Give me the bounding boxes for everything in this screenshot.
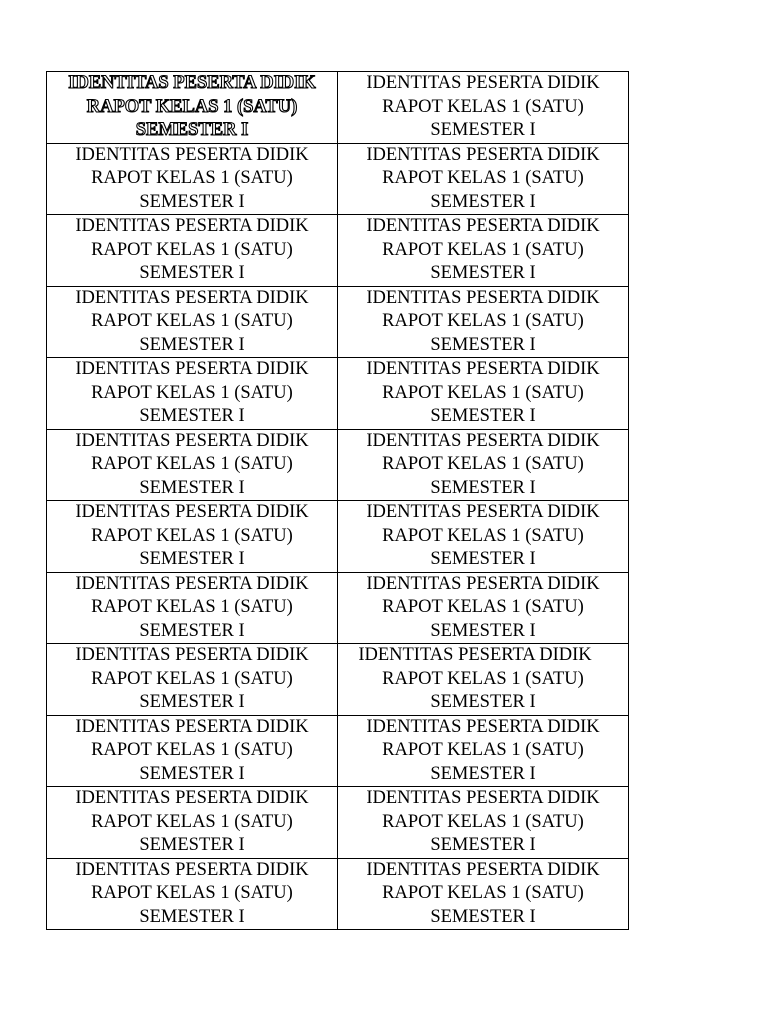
- label-cell-left: [47, 429, 338, 501]
- label-heading-line: IDENTITAS PESERTA DIDIK: [358, 645, 592, 665]
- label-cell-left: [47, 501, 338, 573]
- label-text-block: [338, 716, 628, 787]
- label-heading-line: IDENTITAS PESERTA DIDIK: [366, 144, 600, 165]
- label-cell-right: [338, 572, 629, 644]
- label-class-line: RAPOT KELAS 1 (SATU): [91, 311, 293, 331]
- label-text-block: [338, 430, 628, 501]
- label-row: [47, 72, 629, 144]
- label-heading-line: IDENTITAS PESERTA DIDIK: [75, 287, 309, 308]
- label-heading-line: IDENTITAS PESERTA DIDIK: [366, 573, 600, 594]
- label-class-line: RAPOT KELAS 1 (SATU): [91, 597, 293, 617]
- label-semester-line: SEMESTER I: [430, 763, 536, 784]
- label-text-block: [338, 859, 628, 930]
- label-heading-line: IDENTITAS PESERTA DIDIK: [75, 359, 309, 379]
- label-cell-left: [47, 644, 338, 716]
- label-cell-right: [338, 429, 629, 501]
- label-cell-left: [47, 858, 338, 930]
- label-semester-line: SEMESTER I: [139, 191, 245, 212]
- label-cell-left: [47, 215, 338, 287]
- label-text-block: [47, 358, 337, 429]
- label-text-block: [338, 501, 628, 572]
- label-row: [47, 572, 629, 644]
- label-class-line: RAPOT KELAS 1 (SATU): [382, 96, 584, 117]
- label-heading-line: IDENTITAS PESERTA DIDIK: [366, 716, 600, 737]
- label-class-line: RAPOT KELAS 1 (SATU): [91, 740, 293, 760]
- label-class-line: RAPOT KELAS 1 (SATU): [91, 168, 293, 188]
- label-semester-line: SEMESTER I: [430, 334, 536, 355]
- label-text-block: [47, 573, 337, 644]
- label-cell-right: [338, 644, 629, 716]
- label-row: [47, 787, 629, 859]
- label-semester-line: SEMESTER I: [139, 906, 245, 927]
- label-semester-line: SEMESTER I: [139, 406, 245, 426]
- label-row: [47, 286, 629, 358]
- label-row: [47, 715, 629, 787]
- label-text-block: [338, 72, 628, 143]
- label-class-line: RAPOT KELAS 1 (SATU): [91, 525, 293, 546]
- label-semester-line: SEMESTER I: [430, 477, 536, 498]
- label-row: [47, 215, 629, 287]
- label-row: [47, 858, 629, 930]
- label-text-block: [338, 787, 628, 858]
- label-text-block: [338, 287, 628, 358]
- label-semester-line: SEMESTER I: [139, 620, 245, 641]
- label-cell-left: [47, 72, 338, 144]
- label-class-line: RAPOT KELAS 1 (SATU): [91, 239, 293, 260]
- label-heading-line: IDENTITAS PESERTA DIDIK: [366, 859, 600, 880]
- label-text-block: [47, 287, 337, 358]
- label-semester-line: SEMESTER I: [139, 692, 245, 712]
- label-heading-line: IDENTITAS PESERTA DIDIK: [366, 359, 600, 379]
- label-text-block: [47, 215, 337, 286]
- label-cell-right: [338, 215, 629, 287]
- label-semester-line: SEMESTER I: [139, 477, 245, 498]
- label-row: [47, 358, 629, 430]
- label-class-line: RAPOT KELAS 1 (SATU): [382, 454, 584, 474]
- label-row: [47, 143, 629, 215]
- label-text-block: [338, 215, 628, 286]
- label-class-line: RAPOT KELAS 1 (SATU): [382, 311, 584, 331]
- label-text-block: [47, 501, 337, 572]
- label-row: [47, 429, 629, 501]
- label-heading-line: IDENTITAS PESERTA DIDIK: [366, 788, 600, 808]
- label-text-block: [47, 787, 337, 858]
- label-semester-line: SEMESTER I: [139, 549, 245, 569]
- label-class-line: RAPOT KELAS 1 (SATU): [91, 668, 293, 689]
- label-heading-line: IDENTITAS PESERTA DIDIK: [366, 287, 600, 308]
- label-text-block: [47, 430, 337, 501]
- label-cell-left: [47, 358, 338, 430]
- label-text-block: [47, 72, 337, 143]
- label-semester-line: SEMESTER I: [430, 406, 536, 426]
- label-cell-left: [47, 143, 338, 215]
- label-cell-right: [338, 715, 629, 787]
- label-class-line: RAPOT KELAS 1 (SATU): [86, 96, 298, 117]
- label-heading-line: IDENTITAS PESERTA DIDIK: [366, 502, 600, 522]
- label-heading-line: IDENTITAS PESERTA DIDIK: [75, 788, 309, 808]
- label-class-line: RAPOT KELAS 1 (SATU): [91, 454, 293, 474]
- label-cell-left: [47, 715, 338, 787]
- label-row: [47, 501, 629, 573]
- label-heading-line: IDENTITAS PESERTA DIDIK: [75, 859, 309, 880]
- label-heading-line: IDENTITAS PESERTA DIDIK: [75, 645, 309, 665]
- label-semester-line: SEMESTER I: [139, 835, 245, 855]
- label-text-block: [338, 573, 628, 644]
- label-class-line: RAPOT KELAS 1 (SATU): [91, 382, 293, 403]
- label-text-block: [47, 716, 337, 787]
- label-text-block: [338, 358, 628, 429]
- label-cell-right: [338, 787, 629, 859]
- label-heading-line: IDENTITAS PESERTA DIDIK: [75, 716, 309, 737]
- label-semester-line: SEMESTER I: [139, 263, 245, 283]
- label-cell-right: [338, 72, 629, 144]
- label-class-line: RAPOT KELAS 1 (SATU): [382, 382, 584, 403]
- label-cell-left: [47, 572, 338, 644]
- label-class-line: RAPOT KELAS 1 (SATU): [91, 883, 293, 903]
- label-text-block: [47, 144, 337, 215]
- label-cell-right: [338, 501, 629, 573]
- label-semester-line: SEMESTER I: [135, 120, 249, 140]
- label-heading-line: IDENTITAS PESERTA DIDIK: [366, 430, 600, 451]
- label-text-block: [338, 644, 628, 715]
- label-class-line: RAPOT KELAS 1 (SATU): [382, 883, 584, 903]
- label-semester-line: SEMESTER I: [430, 835, 536, 855]
- label-class-line: RAPOT KELAS 1 (SATU): [382, 239, 584, 260]
- label-text-block: [47, 859, 337, 930]
- label-text-block: [338, 144, 628, 215]
- label-heading-line: IDENTITAS PESERTA DIDIK: [75, 430, 309, 451]
- label-text-block: [47, 644, 337, 715]
- label-heading-line: IDENTITAS PESERTA DIDIK: [75, 502, 309, 522]
- label-heading-line: IDENTITAS PESERTA DIDIK: [75, 573, 309, 594]
- label-semester-line: SEMESTER I: [139, 334, 245, 355]
- label-semester-line: SEMESTER I: [430, 906, 536, 927]
- label-class-line: RAPOT KELAS 1 (SATU): [91, 811, 293, 832]
- label-heading-line: IDENTITAS PESERTA DIDIK: [75, 216, 309, 236]
- label-semester-line: SEMESTER I: [430, 263, 536, 283]
- label-class-line: RAPOT KELAS 1 (SATU): [382, 597, 584, 617]
- label-cell-right: [338, 358, 629, 430]
- label-semester-line: SEMESTER I: [430, 620, 536, 641]
- label-table-body: [47, 72, 629, 930]
- label-heading-line: IDENTITAS PESERTA DIDIK: [366, 73, 600, 93]
- label-semester-line: SEMESTER I: [430, 692, 536, 712]
- label-semester-line: SEMESTER I: [139, 763, 245, 784]
- label-semester-line: SEMESTER I: [430, 191, 536, 212]
- label-class-line: RAPOT KELAS 1 (SATU): [382, 811, 584, 832]
- label-table: [46, 71, 629, 930]
- label-semester-line: SEMESTER I: [430, 120, 536, 140]
- label-heading-line: IDENTITAS PESERTA DIDIK: [366, 216, 600, 236]
- label-row: [47, 644, 629, 716]
- label-cell-right: [338, 143, 629, 215]
- label-cell-left: [47, 286, 338, 358]
- label-class-line: RAPOT KELAS 1 (SATU): [382, 668, 584, 689]
- label-heading-line: IDENTITAS PESERTA DIDIK: [68, 73, 316, 93]
- label-semester-line: SEMESTER I: [430, 549, 536, 569]
- label-cell-right: [338, 286, 629, 358]
- label-cell-left: [47, 787, 338, 859]
- label-class-line: RAPOT KELAS 1 (SATU): [382, 168, 584, 188]
- label-cell-right: [338, 858, 629, 930]
- label-class-line: RAPOT KELAS 1 (SATU): [382, 525, 584, 546]
- label-class-line: RAPOT KELAS 1 (SATU): [382, 740, 584, 760]
- label-heading-line: IDENTITAS PESERTA DIDIK: [75, 144, 309, 165]
